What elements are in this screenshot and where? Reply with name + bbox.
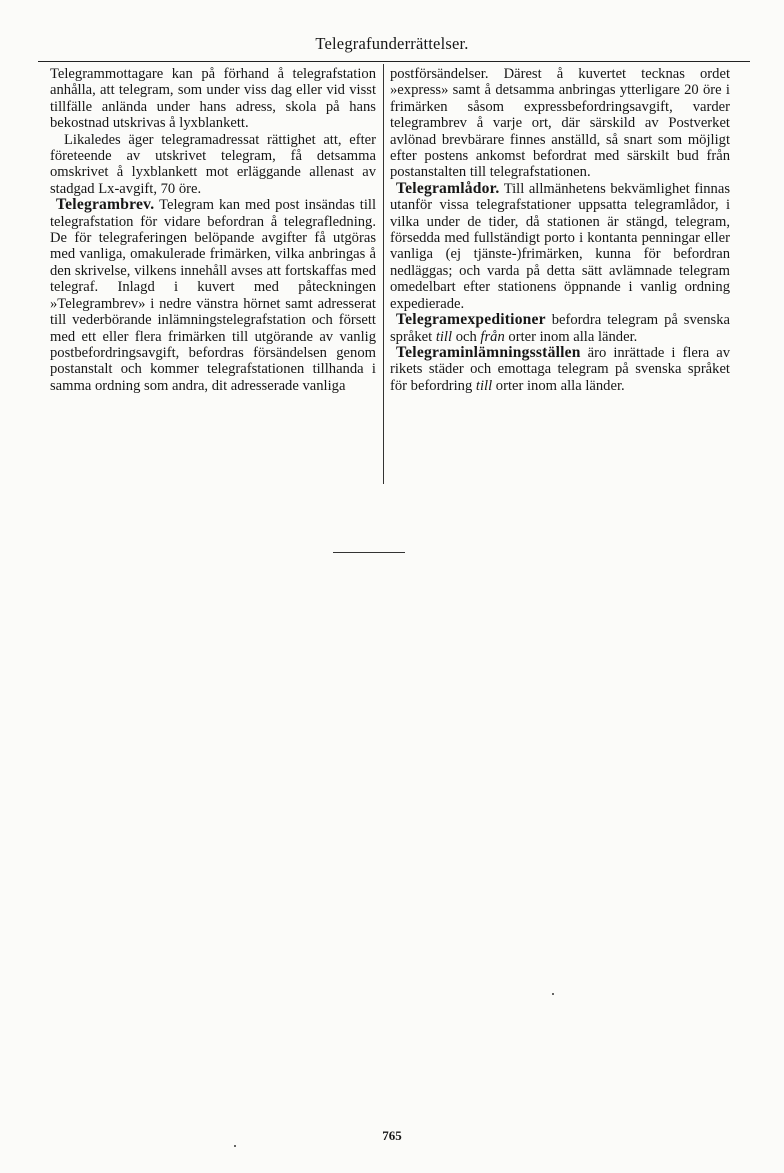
term-telegramexpeditioner: Telegramexpeditioner (396, 311, 546, 329)
right-column (390, 66, 730, 394)
paragraph-telegramexpeditioner (390, 312, 730, 345)
telegrambrev-text: Telegram kan med post insändas till telegrafstation för vidare befordran å telegrafledning. De för telegraferingen belöpande avgifter få utgöras med vanliga, omakulerade frimärken, vilka anbringas å den skrivelse, vilkens innehåll avses att fortskaffas med telegraf. Inlagd i kuvert med påteckningen »Telegrambrev» i nedre vänstra hörnet samt adresserat till vederbörande inlämningstelegrafstation och försett med ett eller flera frimärken till utgörande av vanlig postbefordringsavgift, befordras försändelsen genom postanstalt och kommer telegrafstationen tillhanda i samma ordning som andra, dit adresserade vanliga (50, 197, 376, 394)
print-speck (234, 1145, 236, 1147)
left-column (50, 66, 376, 394)
running-header: Telegrafunderrättelser. (315, 34, 469, 53)
paragraph-telegrambrev (50, 197, 376, 394)
telegramexp-text-b: orter inom alla länder. (508, 328, 638, 345)
paragraph-telegraminlamning (390, 345, 730, 394)
word-och: och (455, 328, 477, 345)
column-divider (383, 64, 384, 484)
word-fran: från (480, 328, 505, 345)
paragraph-express: postförsändelser. Därest å kuvertet tecknas ordet »express» samt å detsamma anbringas ytterligare 20 öre i frimärken såsom expressbefordringsavgift, varder telegrambrev å varje ort, där särskild av Postverket avlönad brevbärare finnes anställd, så snart som möjligt efter postens ankomst befordrat med särskilt bud från postanstalten till telegrafstationen. (390, 66, 730, 181)
paragraph-telegramlador (390, 181, 730, 312)
telegraminl-text-a: äro inrättade i flera av rikets städer och emottaga telegram på svenska språket för befordring (390, 344, 730, 394)
term-telegramlador: Telegramlådor. (396, 179, 500, 197)
section-end-rule (333, 552, 405, 553)
page-number: 765 (382, 1128, 402, 1143)
word-till: till (435, 328, 453, 345)
telegraminl-text-b: orter inom alla länder. (495, 377, 625, 394)
term-telegrambrev: Telegrambrev. (56, 196, 155, 214)
paragraph-lyxblankett: Telegrammottagare kan på förhand å telegrafstation anhålla, att telegram, som under viss dag eller vid visst tillfälle anlända under hans adress, skola på hans bekostnad utskrivas å lyxblankett. (50, 66, 376, 132)
word-till-2: till (475, 377, 493, 394)
paragraph-omskrivning: Likaledes äger telegramadressat rättighet att, efter företeende av utskrivet telegram, få detsamma omskrivet å lyxblankett mot erläggande allenast av stadgad Lx-avgift, 70 öre. (50, 131, 376, 197)
term-telegraminlamning: Telegraminlämningsställen (396, 343, 581, 361)
telegramlador-text: Till allmänhetens bekvämlighet finnas utanför vissa telegrafstationer uppsatta telegramlådor, i vilka under de tider, då stationen är stängd, telegram, försedda med fullständigt porto i kontanta penningar eller vanliga (ej tjänste-)frimärken, kunna för befordran nedläggas; och varda på detta sätt avlämnade telegram omedelbart efter stationens öppnande i vanlig ordning expedierade. (390, 180, 730, 312)
telegramexp-text-a: befordra telegram på svenska språket (390, 312, 730, 345)
print-speck (552, 993, 554, 995)
header-rule (38, 61, 750, 62)
